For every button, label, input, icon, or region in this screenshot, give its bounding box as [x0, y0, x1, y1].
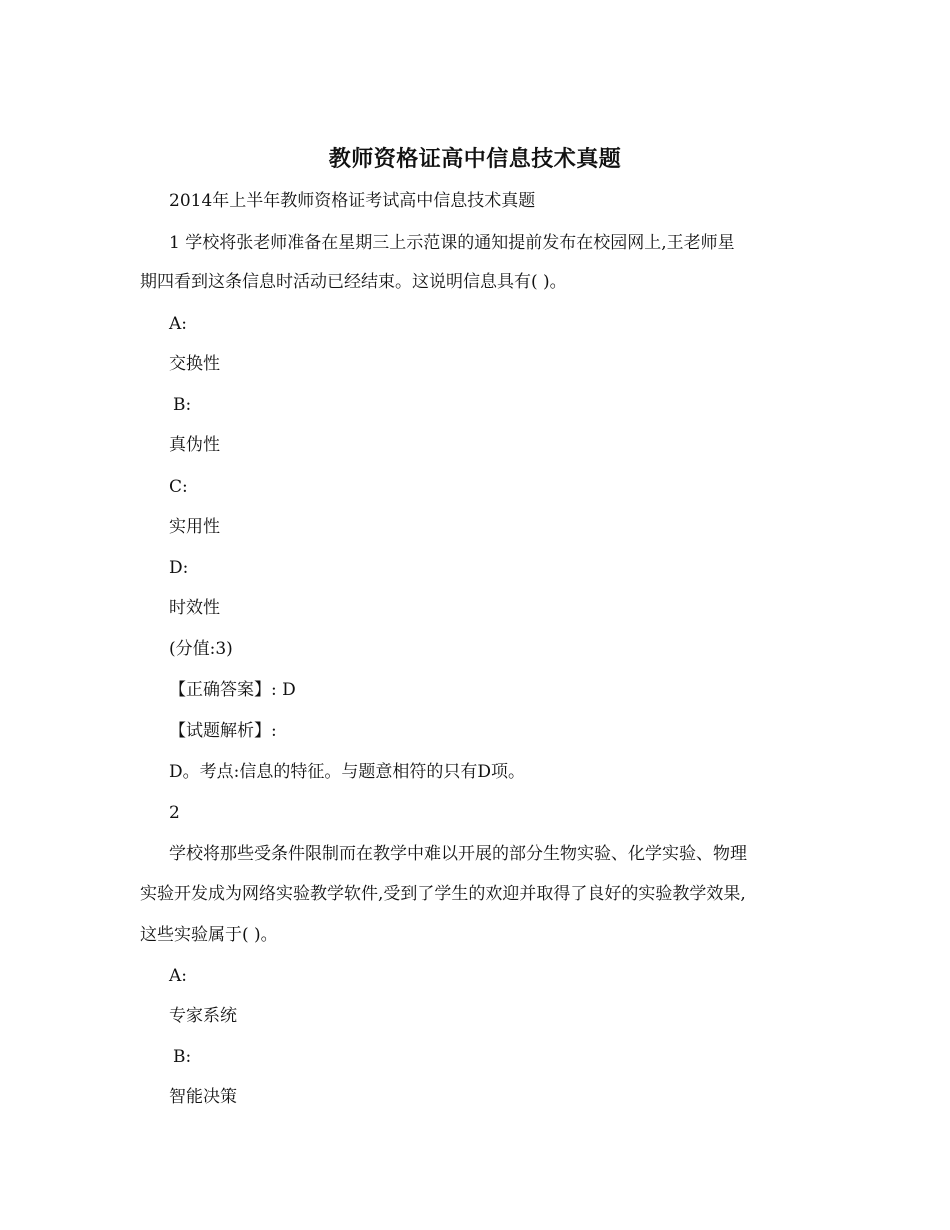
- q2-stem-line-2: 实验开发成为网络实验教学软件,受到了学生的欢迎并取得了良好的实验教学效果,: [140, 884, 746, 904]
- q2-option-a-label: A:: [169, 966, 188, 986]
- q1-option-a-label: A:: [169, 314, 188, 334]
- q2-option-a-text: 专家系统: [169, 1006, 237, 1026]
- q1-correct-answer: 【正确答案】: D: [169, 680, 296, 700]
- q2-option-b-text: 智能决策: [169, 1087, 237, 1107]
- q2-number: 2: [169, 803, 180, 823]
- q1-option-c-label: C:: [169, 477, 188, 497]
- q1-analysis-label: 【试题解析】:: [169, 721, 277, 741]
- q2-stem-line-3: 这些实验属于( )。: [140, 925, 278, 945]
- q1-option-d-label: D:: [169, 558, 189, 578]
- document-subtitle: 2014年上半年教师资格证考试高中信息技术真题: [169, 191, 536, 211]
- q2-stem-line-1: 学校将那些受条件限制而在教学中难以开展的部分生物实验、化学实验、物理: [169, 844, 747, 864]
- q2-option-b-label: B:: [173, 1047, 192, 1067]
- q1-score: (分值:3): [169, 639, 233, 659]
- q1-stem-line-2: 期四看到这条信息时活动已经结束。这说明信息具有( )。: [140, 272, 567, 292]
- q1-option-d-text: 时效性: [169, 598, 220, 618]
- q1-stem-line-1: 1 学校将张老师准备在星期三上示范课的通知提前发布在校园网上,王老师星: [169, 233, 735, 253]
- q1-option-c-text: 实用性: [169, 517, 220, 537]
- q1-option-b-text: 真伪性: [169, 435, 220, 455]
- q1-analysis-text: D。考点:信息的特征。与题意相符的只有D项。: [169, 762, 525, 782]
- document-title: 教师资格证高中信息技术真题: [328, 146, 622, 172]
- q1-option-a-text: 交换性: [169, 354, 220, 374]
- q1-option-b-label: B:: [173, 395, 192, 415]
